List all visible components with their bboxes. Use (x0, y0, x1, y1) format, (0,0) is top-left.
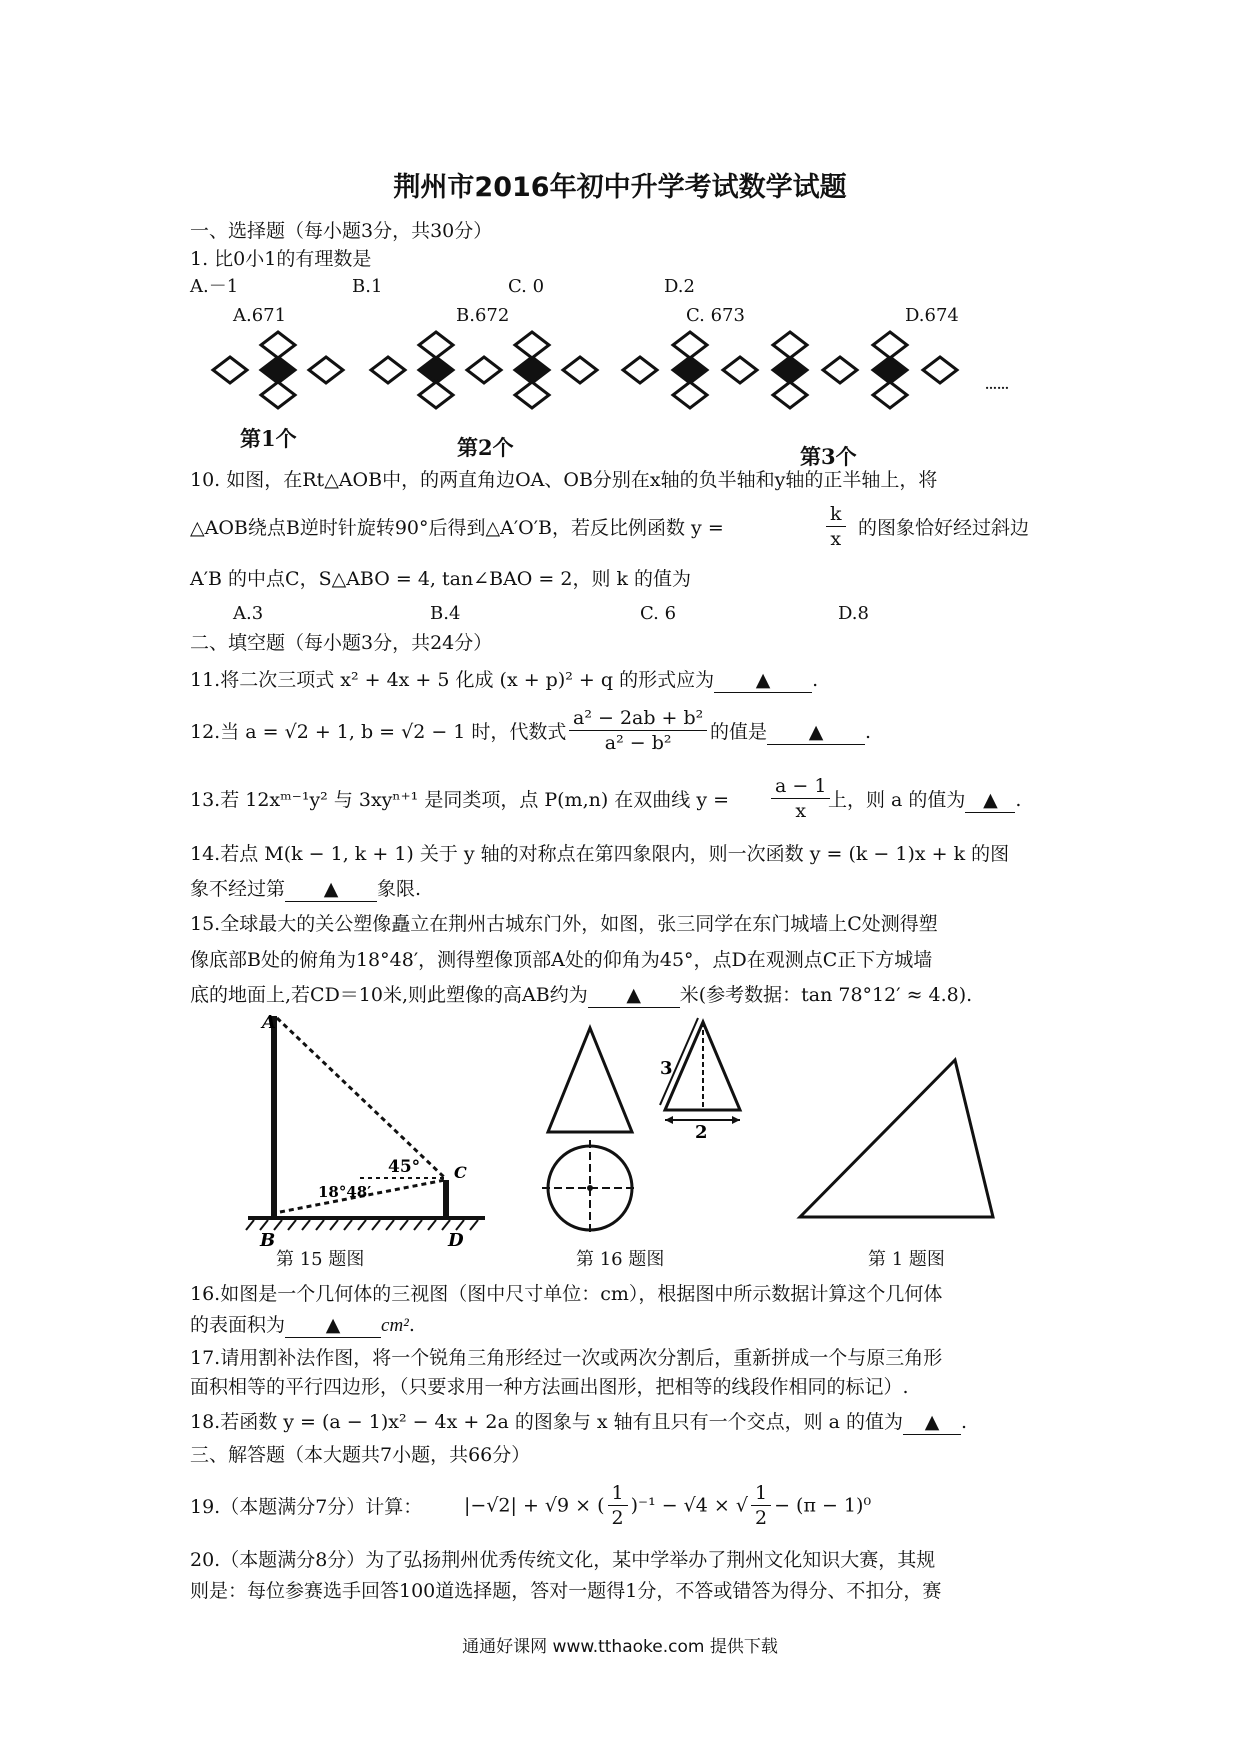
q10-line-2-b: 的图象恰好经过斜边 (858, 517, 1030, 539)
q16-line-1: 16.如图是一个几何体的三视图（图中尺寸单位：cm），根据图中所示数据计算这个几何体 (190, 1283, 943, 1305)
q9-option-a: A.671 (233, 305, 287, 326)
section-heading-choice: 一、选择题（每小题3分，共30分） (190, 220, 493, 242)
q15-stem-b: 米(参考数据：tan 78°12′ ≈ 4.8). (679, 984, 973, 1006)
section-heading-fill: 二、填空题（每小题3分，共24分） (190, 632, 493, 654)
fig15-angle-1848: 18°48′ (318, 1183, 372, 1201)
q20-line-1: 20.（本题满分8分）为了弘扬荆州优秀传统文化，某中学举办了荆州文化知识大赛，其规 (190, 1549, 936, 1571)
caption-fig-1: 第 1 题图 (868, 1249, 945, 1270)
pattern-label-1: 第1个 (240, 426, 297, 451)
q12-stem-b: 的值是 (710, 721, 768, 743)
q11-stem: 11.将二次三项式 x² + 4x + 5 化成 (x + p)² + q 的形式应为 (190, 669, 715, 691)
pattern-2 (371, 332, 597, 408)
q19-frac1-num: 1 (608, 1481, 628, 1506)
q12-a: 12.当 a = √2 + 1, b = √2 − 1 时，代数式 (190, 721, 567, 743)
q11-end: . (812, 669, 819, 691)
pattern-1 (213, 332, 343, 408)
q10-option-a: A.3 (233, 603, 264, 624)
page-title: 荆州市2016年初中升学考试数学试题 (393, 172, 847, 203)
q14-stem-b: 象限. (377, 878, 422, 900)
side-view (660, 1018, 740, 1143)
q12-frac-den: a² − b² (604, 732, 672, 754)
fig15-label-b: B (260, 1230, 276, 1250)
q12-answer-blank[interactable]: ▲ (767, 720, 865, 745)
q12-end: . (865, 721, 872, 743)
diamond-pattern-figure (200, 330, 1050, 470)
q1-option-d: D.2 (664, 276, 695, 297)
q16-end: . (408, 1314, 415, 1336)
pattern-label-3: 第3个 (800, 444, 857, 469)
q16-stem-a: 的表面积为 (190, 1314, 286, 1336)
fig16-slant-label: 3 (660, 1058, 673, 1079)
fig15-angle-45: 45° (388, 1157, 421, 1177)
q15-answer-blank[interactable]: ▲ (588, 983, 680, 1008)
q10-frac-den: x (830, 528, 842, 550)
q19-frac2-den: 2 (754, 1507, 768, 1529)
q10-option-b: B.4 (430, 603, 461, 624)
q9-option-b: B.672 (456, 305, 510, 326)
q10-line-1: 10. 如图，在Rt△AOB中，的两直角边OA、OB分别在x轴的负半轴和y轴的正半轴上，将 (190, 469, 938, 491)
q10-frac-num: k (826, 502, 846, 527)
pattern-3 (623, 332, 957, 408)
q19-frac1-den: 2 (611, 1507, 624, 1529)
q13-frac-num: a − 1 (771, 774, 830, 799)
q1-stem: 1. 比0小1的有理数是 (190, 248, 372, 270)
q12-frac-num: a² − 2ab + b² (569, 706, 707, 731)
q12-b (710, 720, 871, 745)
q14-stem-a: 象不经过第 (190, 878, 286, 900)
q1-option-a: A.－1 (190, 276, 239, 297)
q18-answer-blank[interactable]: ▲ (903, 1410, 961, 1435)
q19-expression (464, 1481, 871, 1530)
q16-line-2 (190, 1313, 415, 1338)
q20-line-2: 则是：每位参赛选手回答100道选择题，答对一题得1分，不答或错答为得分、不扣分，赛 (190, 1580, 942, 1602)
top-view (542, 1140, 638, 1236)
fig15-label-a: A (262, 1012, 276, 1033)
q13-b (828, 788, 1021, 813)
q13-end: . (1015, 789, 1022, 811)
q18-text (190, 1410, 967, 1435)
page-footer: 通通好课网 www.tthaoke.com 提供下载 (462, 1637, 778, 1657)
q9-option-d: D.674 (905, 305, 959, 326)
q10-line-2-a: △AOB绕点B逆时针旋转90°后得到△A′O′B，若反比例函数 y = (190, 517, 724, 539)
section-heading-solve: 三、解答题（本大题共7小题，共66分） (190, 1444, 531, 1466)
pattern-label-2: 第2个 (457, 435, 514, 460)
q19-expr-3: − (π − 1)⁰ (774, 1494, 872, 1517)
figure-15-statue (240, 1010, 500, 1250)
pattern-ellipsis: …… (985, 378, 1009, 392)
q13-fraction (768, 774, 833, 823)
figure-16-three-views (540, 1010, 780, 1250)
front-view (548, 1028, 632, 1132)
q14-line-2 (190, 877, 421, 902)
fig16-base-label: 2 (695, 1122, 708, 1143)
caption-fig-15: 第 15 题图 (276, 1249, 365, 1270)
q13-stem-b: 上，则 a 的值为 (828, 789, 966, 811)
figure-1-triangle (790, 1050, 1010, 1230)
q15-line-2: 像底部B处的俯角为18°48′，测得塑像顶部A处的仰角为45°，点D在观测点C正下方城墙 (190, 949, 933, 971)
q16-answer-blank[interactable]: ▲ (285, 1313, 381, 1338)
q13-answer-blank[interactable]: ▲ (965, 788, 1015, 813)
q15-stem-a: 底的地面上,若CD＝10米,则此塑像的高AB约为 (190, 984, 588, 1006)
q17-line-2: 面积相等的平行四边形，（只要求用一种方法画出图形，把相等的线段作相同的标记）. (190, 1376, 909, 1398)
q10-fraction (823, 502, 849, 551)
fig15-label-c: C (454, 1163, 467, 1182)
q1-option-c: C. 0 (508, 276, 545, 297)
q10-option-d: D.8 (838, 603, 869, 624)
q12-fraction (566, 706, 710, 755)
q18-end: . (961, 1411, 968, 1433)
q1-option-b: B.1 (352, 276, 383, 297)
q19-frac2-num: 1 (751, 1481, 771, 1506)
q13-a: 13.若 12xᵐ⁻¹y² 与 3xyⁿ⁺¹ 是同类项，点 P(m,n) 在双曲线 y = (190, 789, 730, 811)
caption-fig-16: 第 16 题图 (576, 1249, 665, 1270)
q10-option-c: C. 6 (640, 603, 677, 624)
q19-intro: 19.（本题满分7分）计算： (190, 1496, 423, 1518)
q19-expr-2: )⁻¹ − √4 × √ (630, 1494, 748, 1517)
q19-expr-1: |−√2| + √9 × ( (464, 1494, 605, 1517)
q10-line-3: A′B 的中点C，S△ABO = 4, tan∠BAO = 2，则 k 的值为 (190, 568, 692, 590)
q11-text (190, 668, 818, 693)
q18-stem: 18.若函数 y = (a − 1)x² − 4x + 2a 的图象与 x 轴有且只有一个交点，则 a 的值为 (190, 1411, 904, 1433)
q9-option-c: C. 673 (686, 305, 745, 326)
q15-line-1: 15.全球最大的关公塑像矗立在荆州古城东门外，如图，张三同学在东门城墙上C处测得塑 (190, 913, 938, 935)
q16-unit: cm² (381, 1315, 409, 1336)
q11-answer-blank[interactable]: ▲ (714, 668, 812, 693)
fig15-label-d: D (448, 1230, 464, 1250)
q17-line-1: 17.请用割补法作图，将一个锐角三角形经过一次或两次分割后，重新拼成一个与原三角形 (190, 1347, 943, 1369)
q14-answer-blank[interactable]: ▲ (285, 877, 377, 902)
q13-frac-den: x (795, 800, 807, 822)
q14-line-1: 14.若点 M(k − 1, k + 1) 关于 y 轴的对称点在第四象限内，则一次函数 y = (k − 1)x + k 的图 (190, 843, 1010, 865)
q15-line-3 (190, 983, 972, 1008)
